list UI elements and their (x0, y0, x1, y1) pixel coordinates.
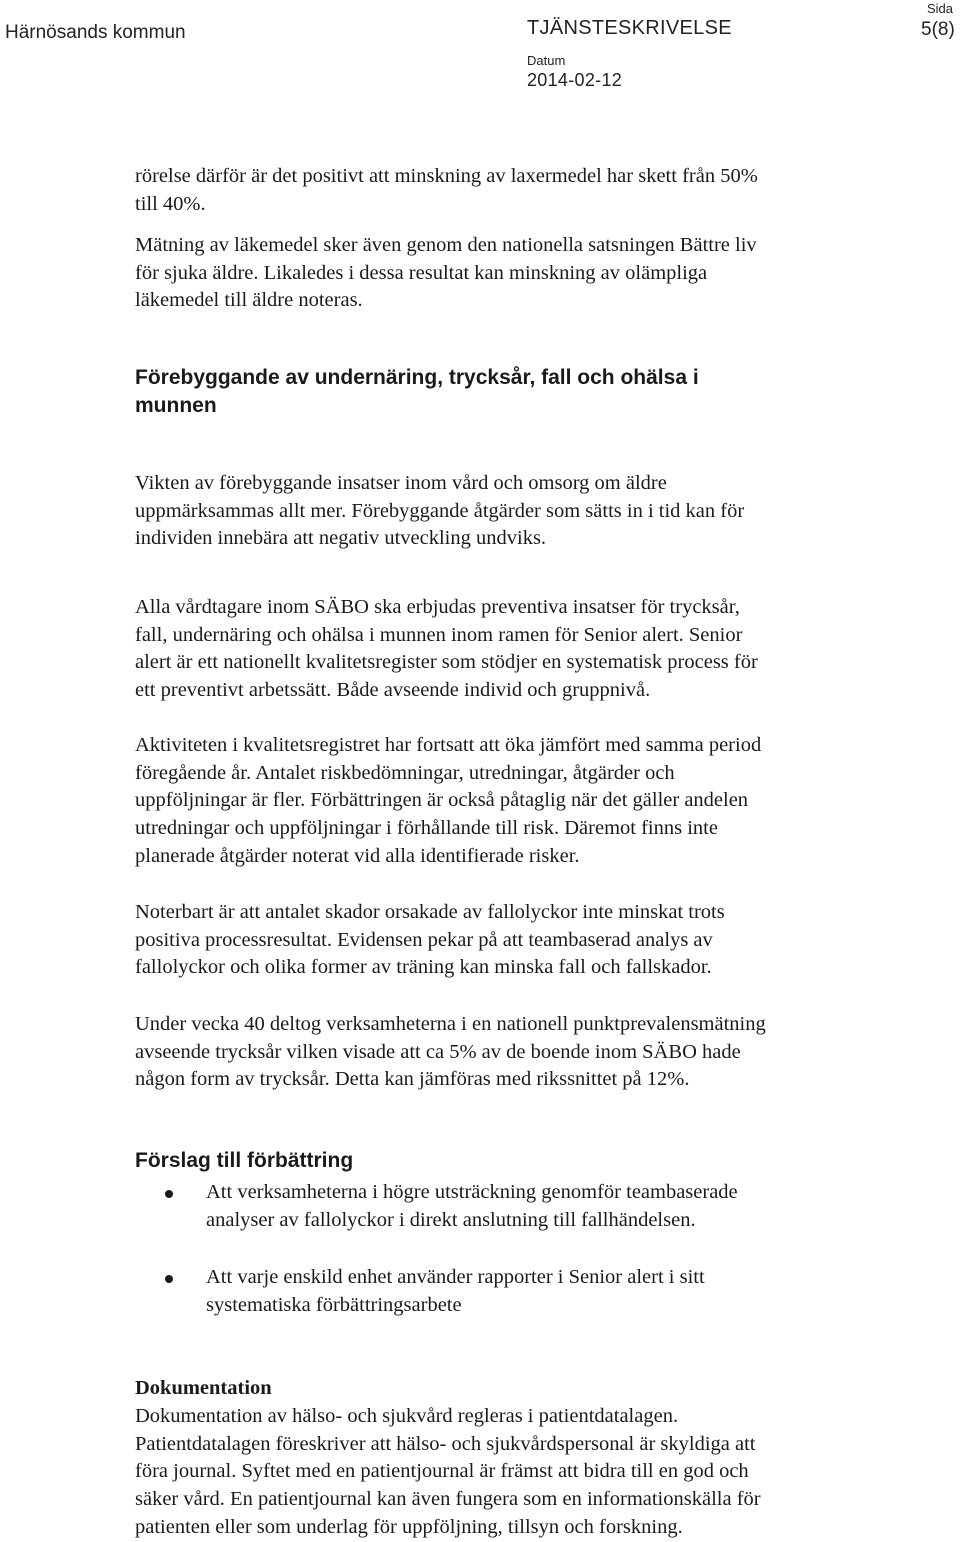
list-item-text (206, 1264, 926, 1319)
text-line: analyser av fallolyckor i direkt anslutning till fallhändelsen. (206, 1208, 696, 1231)
text-line: Aktiviteten i kvalitetsregistret har fortsatt att öka jämfört med samma period (135, 734, 762, 756)
document-date: 2014-02-12 (527, 70, 623, 90)
paragraph-fall-injuries (135, 899, 935, 982)
paragraph-medication-measurement (135, 232, 935, 315)
page-label: Sida (927, 1, 954, 16)
text-line: utredningar och uppföljningar i förhållande till risk. Däremot finns inte (135, 817, 718, 840)
text-line: till 40%. (135, 192, 206, 215)
page-number: 5(8) (921, 19, 955, 40)
text-line: föregående år. Antalet riskbedömningar, utredningar, åtgärder och (135, 761, 675, 784)
paragraph-prevention-importance (135, 470, 935, 553)
date-label: Datum (527, 53, 566, 68)
text-line: avseende trycksår vilken visade att ca 5% av de boende inom SÄBO hade (135, 1040, 741, 1063)
text-line: Under vecka 40 deltog verksamheterna i en nationell punktprevalensmätning (135, 1013, 766, 1035)
bullet-icon (165, 1190, 173, 1198)
text-line: någon form av trycksår. Detta kan jämföras med rikssnittet på 12%. (135, 1068, 690, 1091)
text-line: rörelse därför är det positivt att minskning av laxermedel har skett från 50% (135, 165, 758, 187)
section-heading-documentation: Dokumentation (135, 1377, 272, 1399)
text-line: Att verksamheterna i högre utsträckning genomför teambaserade (206, 1181, 738, 1203)
text-line: Att varje enskild enhet använder rapporter i Senior alert i sitt (206, 1266, 705, 1288)
text-line: läkemedel till äldre noteras. (135, 289, 363, 312)
text-line: individen innebära att negativ utveckling undviks. (135, 527, 547, 550)
heading-line: munnen (135, 393, 217, 417)
text-line: positiva processresultat. Evidensen pekar på att teambaserad analys av (135, 928, 713, 951)
paragraph-laxative (135, 163, 935, 218)
paragraph-pressure-ulcers (135, 1011, 935, 1094)
paragraph-register-activity (135, 732, 935, 871)
text-line: ett preventivt arbetssätt. Både avseende individ och gruppnivå. (135, 679, 651, 702)
paragraph-senior-alert (135, 594, 935, 705)
text-line: Alla vårdtagare inom SÄBO ska erbjudas preventiva insatser för trycksår, (135, 596, 740, 618)
section-heading-improvement: Förslag till förbättring (135, 1149, 354, 1172)
text-line: Dokumentation av hälso- och sjukvård regleras i patientdatalagen. (135, 1405, 679, 1427)
text-line: Vikten av förebyggande insatser inom vård och omsorg om äldre (135, 472, 667, 494)
text-line: Noterbart är att antalet skador orsakade av fallolyckor inte minskat trots (135, 901, 725, 923)
organization-name: Härnösands kommun (5, 22, 186, 43)
text-line: föra journal. Syftet med en patientjournal är främst att bidra till en god och (135, 1460, 749, 1483)
text-line: systematiska förbättringsarbete (206, 1293, 462, 1316)
heading-line: Förebyggande av undernäring, trycksår, fall och ohälsa i (135, 366, 699, 389)
text-line: alert är ett nationellt kvalitetsregister som stödjer en systematisk process för (135, 651, 758, 674)
text-line: uppföljningar är fler. Förbättringen är också påtaglig när det gäller andelen (135, 789, 749, 812)
text-line: för sjuka äldre. Likaledes i dessa resultat kan minskning av olämpliga (135, 261, 708, 284)
text-line: Mätning av läkemedel sker även genom den nationella satsningen Bättre liv (135, 234, 757, 256)
text-line: Patientdatalagen föreskriver att hälso- och sjukvårdspersonal är skyldiga att (135, 1432, 756, 1455)
bullet-icon (165, 1275, 173, 1283)
paragraph-documentation (135, 1403, 935, 1542)
document-type: TJÄNSTESKRIVELSE (527, 17, 732, 39)
text-line: säker vård. En patientjournal kan även fungera som en informationskälla för (135, 1488, 761, 1511)
text-line: fall, undernäring och ohälsa i munnen inom ramen för Senior alert. Senior (135, 623, 743, 646)
section-heading-prevention (135, 364, 699, 419)
text-line: planerade åtgärder noterat vid alla identifierade risker. (135, 844, 580, 867)
list-item-text (206, 1179, 926, 1234)
text-line: patienten eller som underlag för uppföljning, tillsyn och forskning. (135, 1515, 683, 1538)
text-line: uppmärksammas allt mer. Förebyggande åtgärder som sätts in i tid kan för (135, 499, 745, 522)
text-line: fallolyckor och olika former av träning kan minska fall och fallskador. (135, 956, 712, 979)
